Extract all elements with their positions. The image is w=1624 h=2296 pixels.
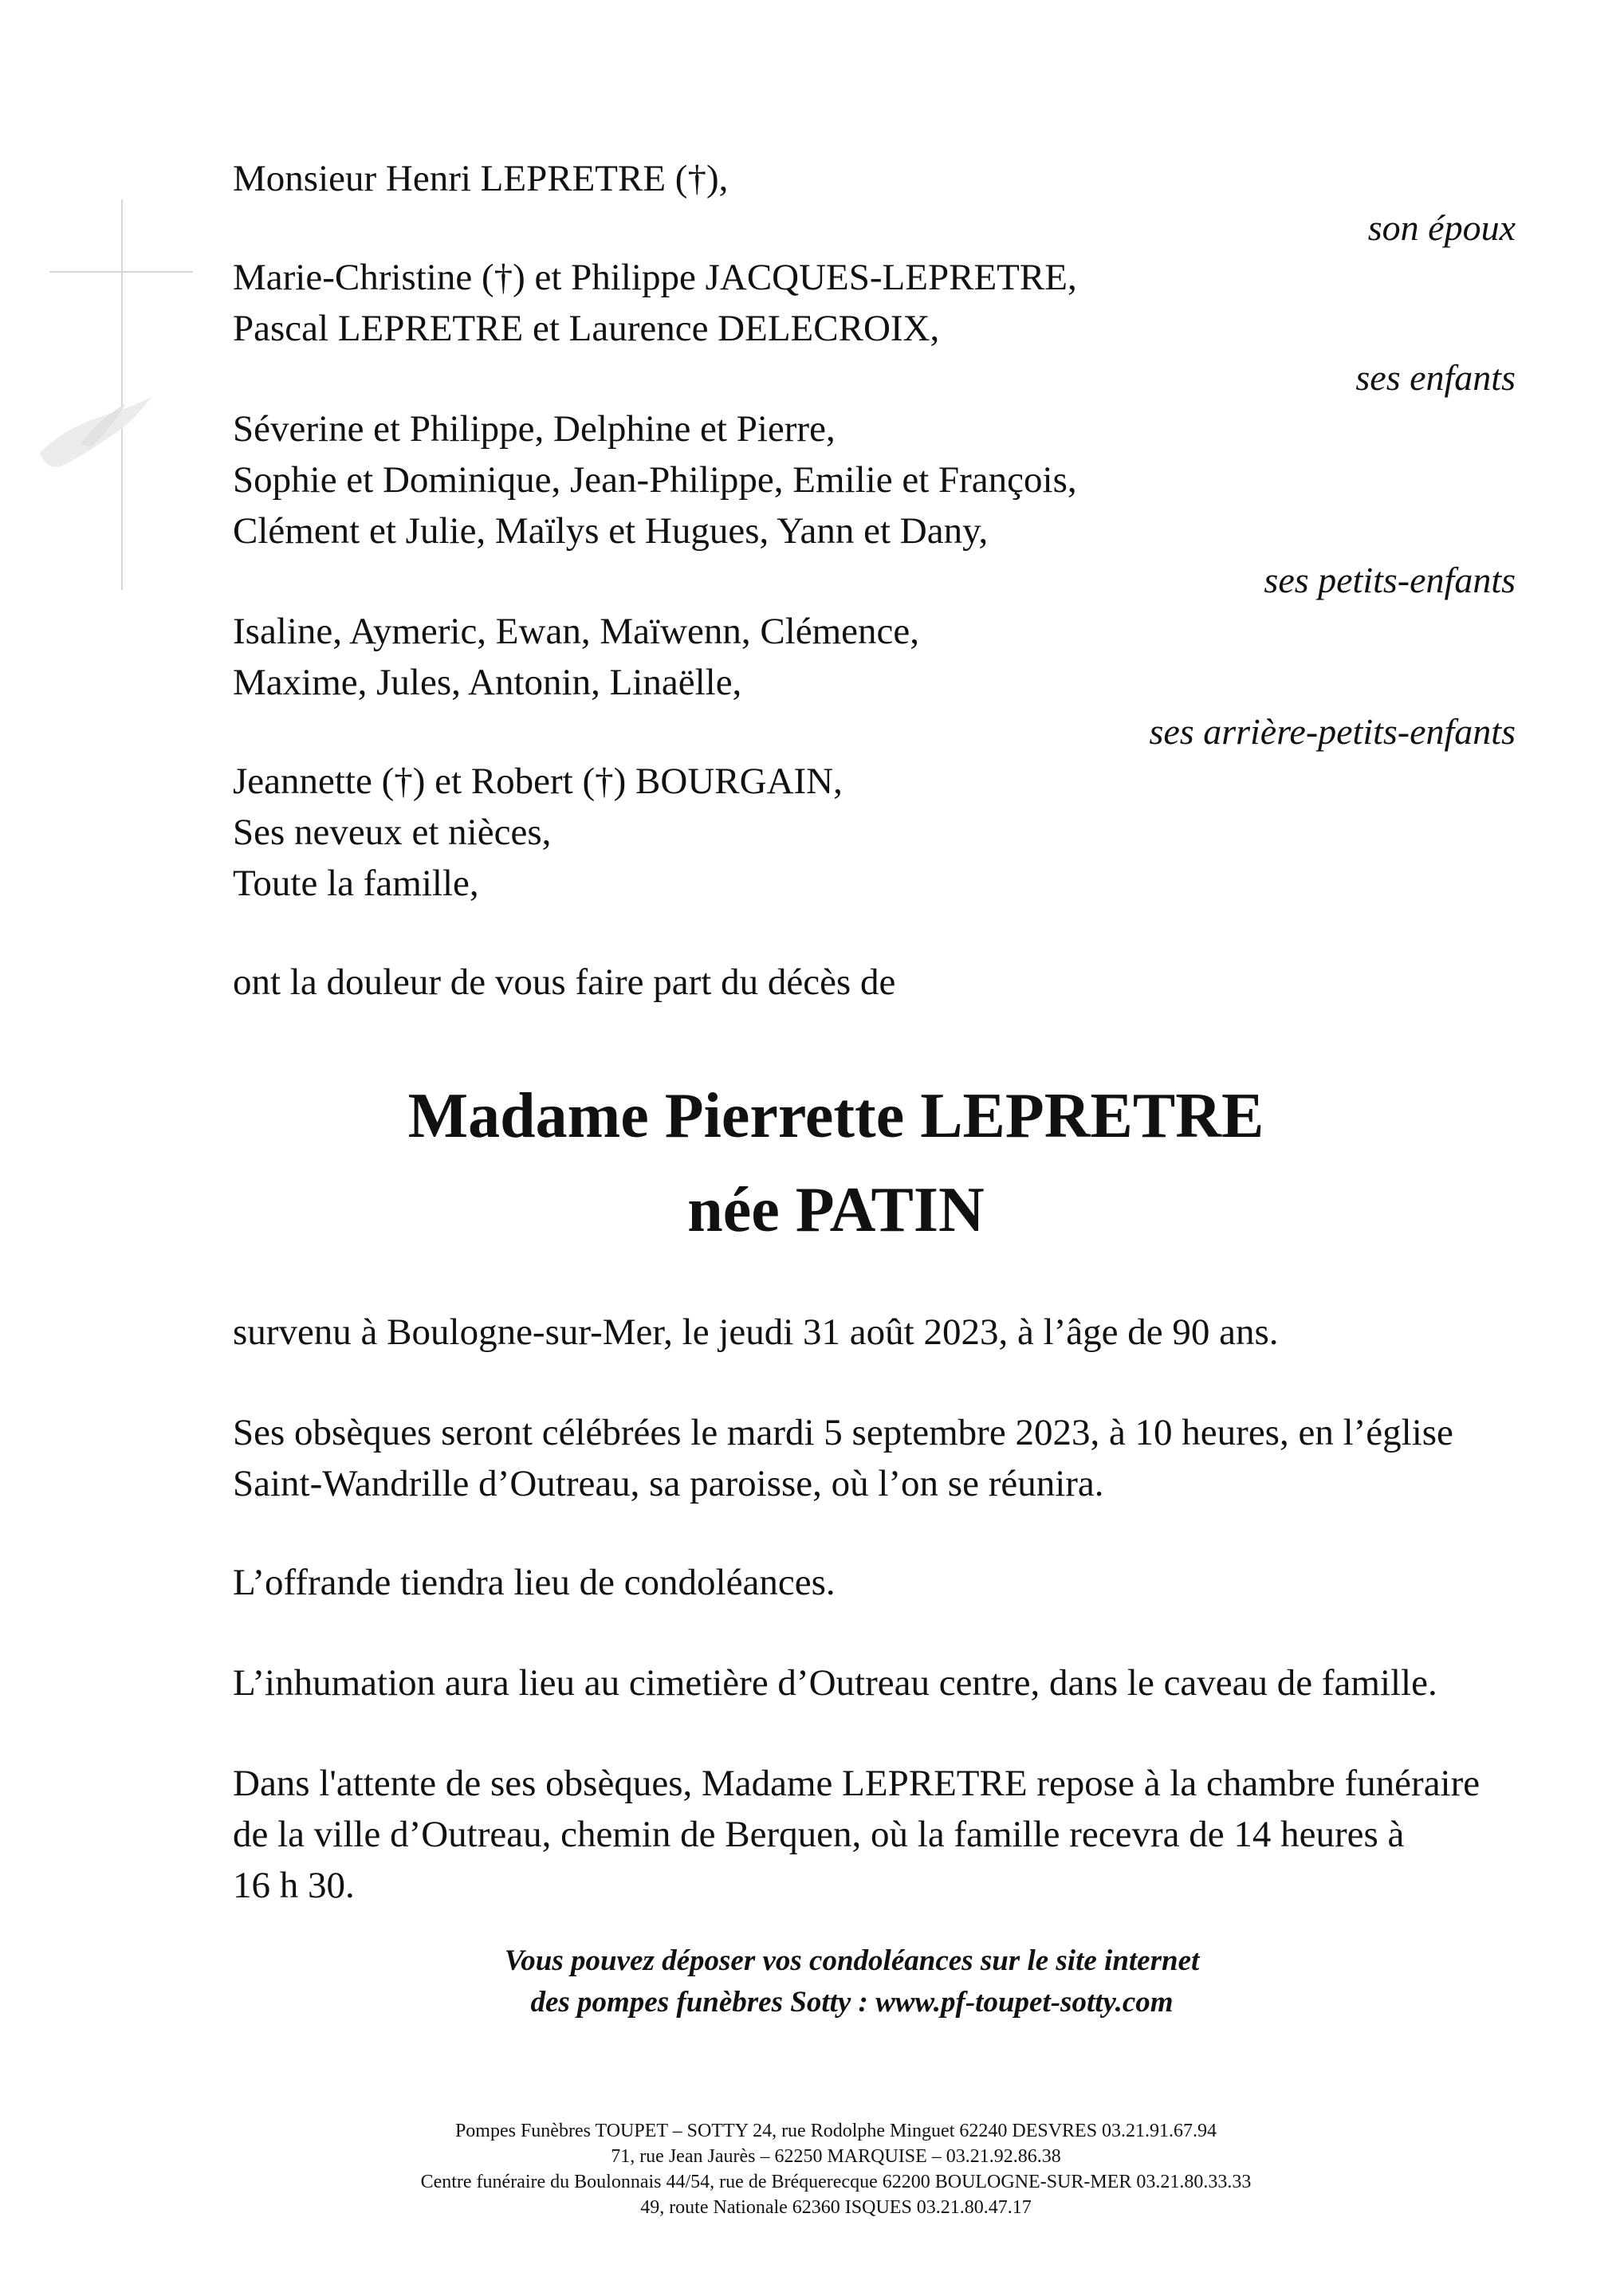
cross-horizontal-bar	[49, 271, 193, 273]
grandchildren-line: Clément et Julie, Maïlys et Hugues, Yann et Dany,	[233, 510, 989, 552]
spouse-line: Monsieur Henri LEPRETRE (†),	[233, 158, 729, 199]
spouse-role: son époux	[1367, 207, 1516, 248]
deceased-name: Madame Pierrette LEPRETRE	[407, 1081, 1264, 1151]
great-grandchildren-line: Maxime, Jules, Antonin, Linaëlle,	[233, 662, 742, 703]
announcement-intro: ont la douleur de vous faire part du décès de	[233, 961, 896, 1003]
maiden-name: née PATIN	[687, 1175, 985, 1245]
funeral-details-line: Saint-Wandrille d’Outreau, sa paroisse, où l’on se réunira.	[233, 1463, 1104, 1504]
family-line: Toute la famille,	[233, 863, 479, 904]
children-line: Pascal LEPRETRE et Laurence DELECROIX,	[233, 308, 940, 349]
footer-address-line: 71, rue Jean Jaurès – 62250 MARQUISE – 03.21.92.86.38	[611, 2146, 1061, 2167]
grandchildren-role: ses petits-enfants	[1264, 560, 1516, 600]
great-grandchildren-role: ses arrière-petits-enfants	[1149, 711, 1516, 752]
great-grandchildren-line: Isaline, Aymeric, Ewan, Maïwenn, Clémence,	[233, 611, 919, 652]
children-role: ses enfants	[1355, 357, 1516, 398]
funeral-details-line: Ses obsèques seront célébrées le mardi 5 septembre 2023, à 10 heures, en l’église	[233, 1412, 1453, 1453]
visitation-details-line: de la ville d’Outreau, chemin de Berquen, où la famille recevra de 14 heures à	[233, 1814, 1405, 1855]
children-line: Marie-Christine (†) et Philippe JACQUES-LEPRETRE,	[233, 257, 1077, 298]
footer-address-line: Pompes Funèbres TOUPET – SOTTY 24, rue Rodolphe Minguet 62240 DESVRES 03.21.91.67.94	[454, 2121, 1217, 2141]
footer-address-line: Centre funéraire du Boulonnais 44/54, rue de Bréquerecque 62200 BOULOGNE-SUR-MER 03.21.80.33.33	[420, 2172, 1252, 2192]
family-line: Jeannette (†) et Robert (†) BOURGAIN,	[233, 761, 843, 802]
dove-icon	[32, 381, 159, 493]
offering-note: L’offrande tiendra lieu de condoléances.	[233, 1562, 836, 1603]
condolences-note-line: des pompes funèbres Sotty : www.pf-toupet-sotty.com	[530, 1986, 1174, 2019]
family-line: Ses neveux et nièces,	[233, 812, 552, 853]
grandchildren-line: Séverine et Philippe, Delphine et Pierre,	[233, 408, 836, 450]
visitation-details-line: 16 h 30.	[233, 1865, 355, 1906]
footer-address-line: 49, route Nationale 62360 ISQUES 03.21.80.47.17	[640, 2197, 1032, 2218]
grandchildren-line: Sophie et Dominique, Jean-Philippe, Emilie et François,	[233, 459, 1077, 501]
visitation-details-line: Dans l'attente de ses obsèques, Madame LEPRETRE repose à la chambre funéraire	[233, 1763, 1480, 1804]
burial-details: L’inhumation aura lieu au cimetière d’Outreau centre, dans le caveau de famille.	[233, 1662, 1437, 1704]
death-details: survenu à Boulogne-sur-Mer, le jeudi 31 août 2023, à l’âge de 90 ans.	[233, 1311, 1279, 1353]
condolences-note-line: Vous pouvez déposer vos condoléances sur le site internet	[504, 1944, 1200, 1977]
